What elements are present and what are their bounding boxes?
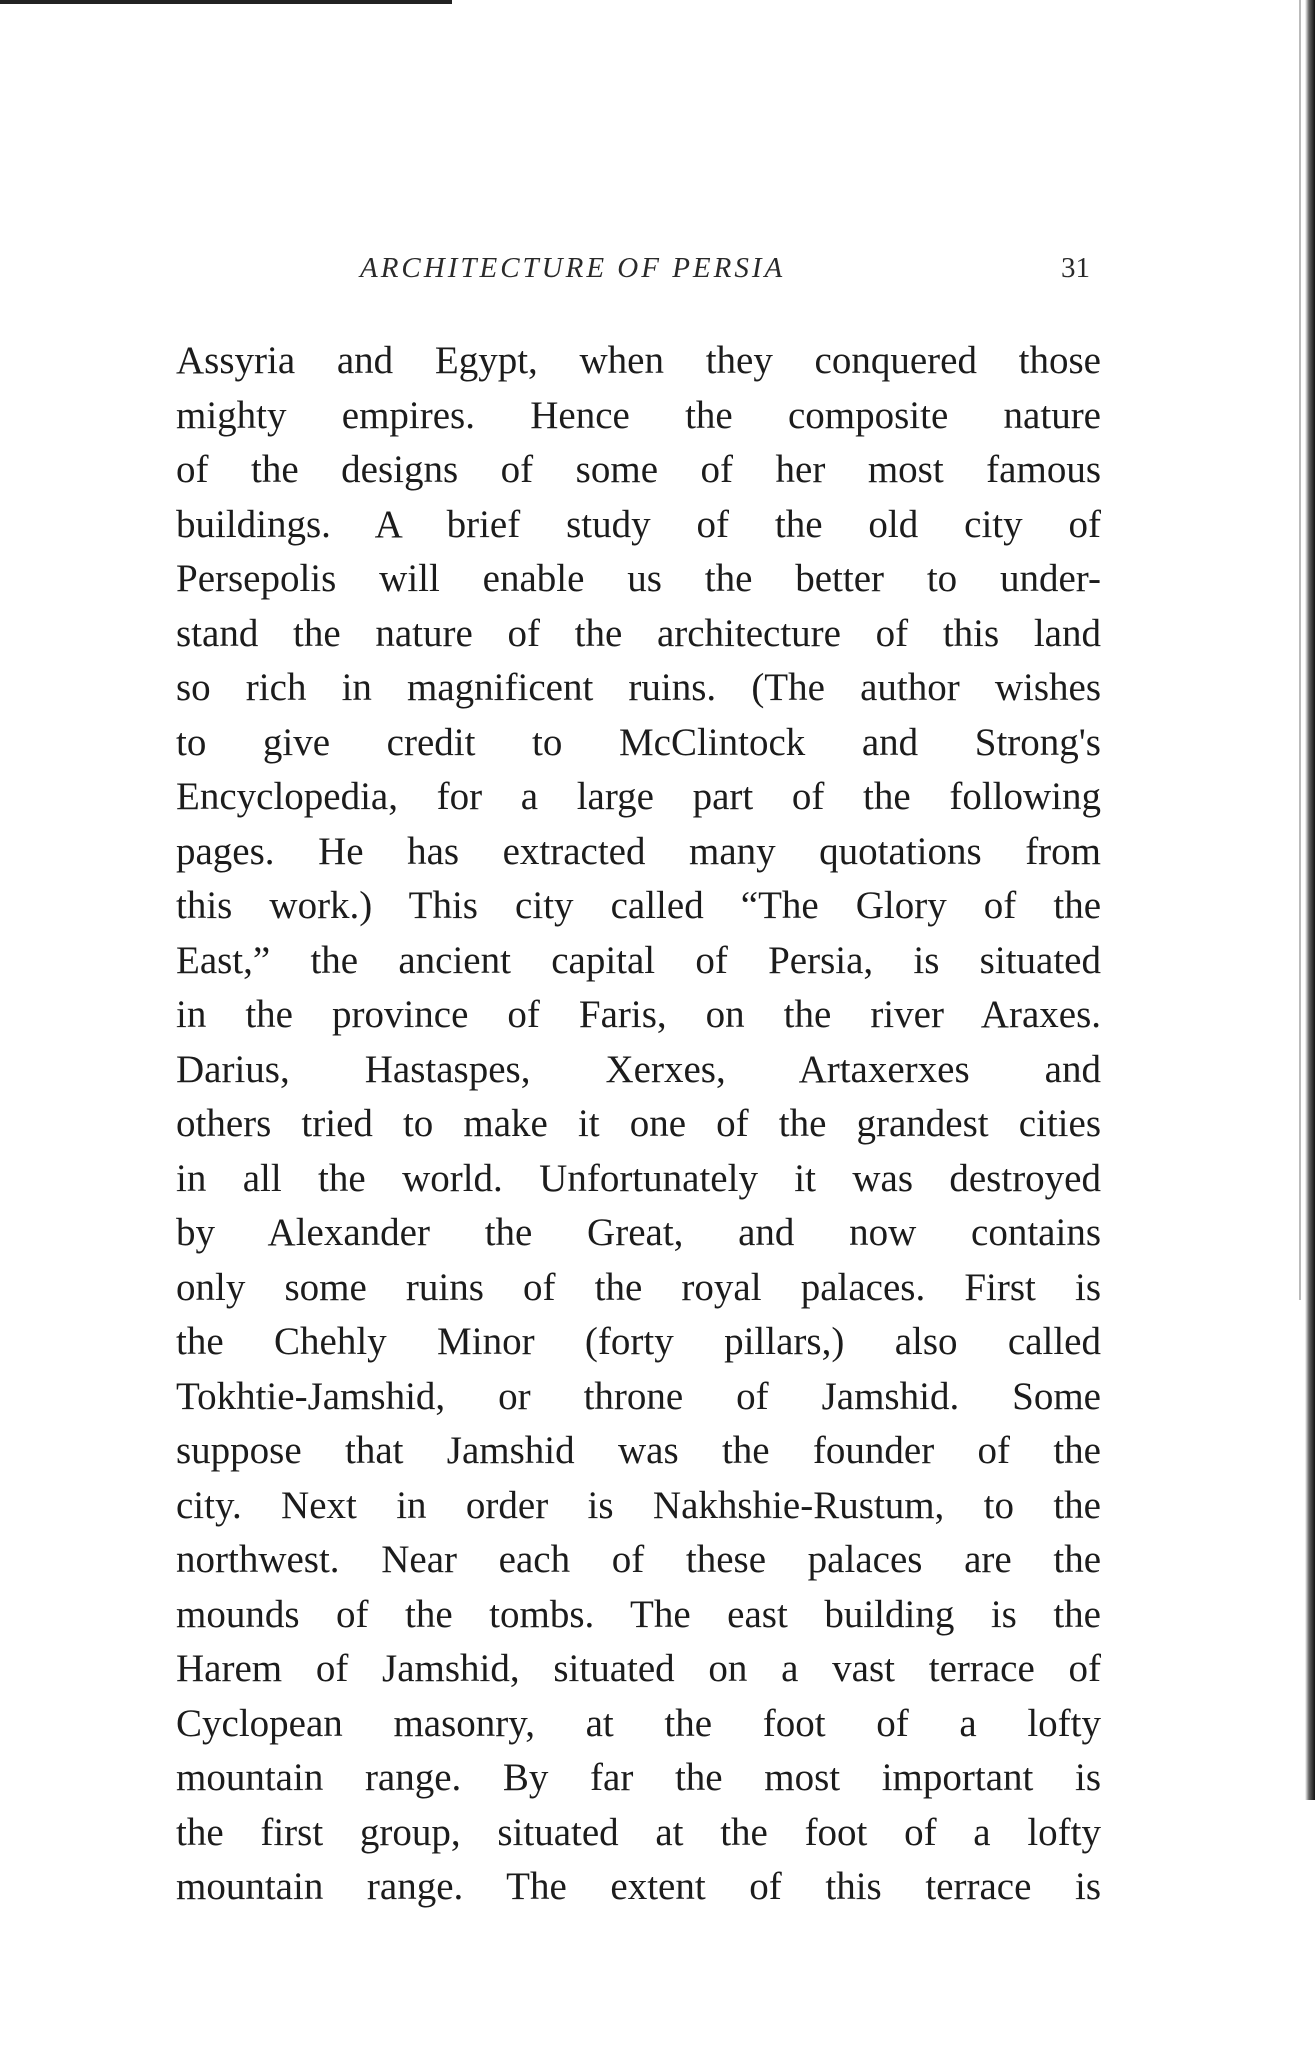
text-line: Tokhtie-Jamshid, or throne of Jamshid. Some [176,1374,1101,1418]
text-line: by Alexander the Great, and now contains [176,1211,1101,1254]
body-text [176,334,1101,1915]
text-line: Encyclopedia, for a large part of the following [176,775,1101,818]
text-line: mountain range. The extent of this terrace is [176,1865,1101,1908]
page-number: 31 [1061,252,1090,284]
text-line: of the designs of some of her most famous [176,448,1101,491]
text-line: mountain range. By far the most important is [176,1756,1101,1799]
text-line: stand the nature of the architecture of this land [176,611,1101,655]
text-line: in all the world. Unfortunately it was destroyed [176,1156,1101,1200]
text-line: only some ruins of the royal palaces. First is [176,1265,1101,1309]
text-line: this work.) This city called “The Glory of the [176,884,1101,927]
text-line: others tried to make it one of the grandest cities [176,1102,1101,1145]
text-line: the Chehly Minor (forty pillars,) also called [176,1320,1101,1363]
text-line: Harem of Jamshid, situated on a vast terrace of [176,1647,1101,1690]
text-line: the first group, situated at the foot of a lofty [176,1810,1101,1854]
text-line: in the province of Faris, on the river Araxes. [176,993,1101,1036]
text-line: so rich in magnificent ruins. (The author wishes [176,666,1101,709]
text-line: Persepolis will enable us the better to under- [176,557,1101,600]
page-edge-line [1299,0,1301,1300]
text-line: East,” the ancient capital of Persia, is situated [176,938,1101,982]
text-line: to give credit to McClintock and Strong's [176,720,1101,764]
top-rule [0,0,452,4]
text-line: Assyria and Egypt, when they conquered those [176,339,1101,382]
text-line: mounds of the tombs. The east building is the [176,1592,1101,1636]
running-head [190,252,1110,296]
page-edge-shadow [1305,0,1315,1800]
text-line: buildings. A brief study of the old city of [176,502,1101,546]
text-line: Cyclopean masonry, at the foot of a lofty [176,1701,1101,1745]
text-line: Darius, Hastaspes, Xerxes, Artaxerxes and [176,1047,1101,1091]
text-line: city. Next in order is Nakhshie-Rustum, to the [176,1483,1101,1527]
text-line: pages. He has extracted many quotations from [176,829,1101,873]
text-line: mighty empires. Hence the composite nature [176,393,1101,437]
text-line: northwest. Near each of these palaces are the [176,1538,1101,1581]
text-line: suppose that Jamshid was the founder of the [176,1429,1101,1472]
running-title: ARCHITECTURE OF PERSIA [360,252,786,284]
